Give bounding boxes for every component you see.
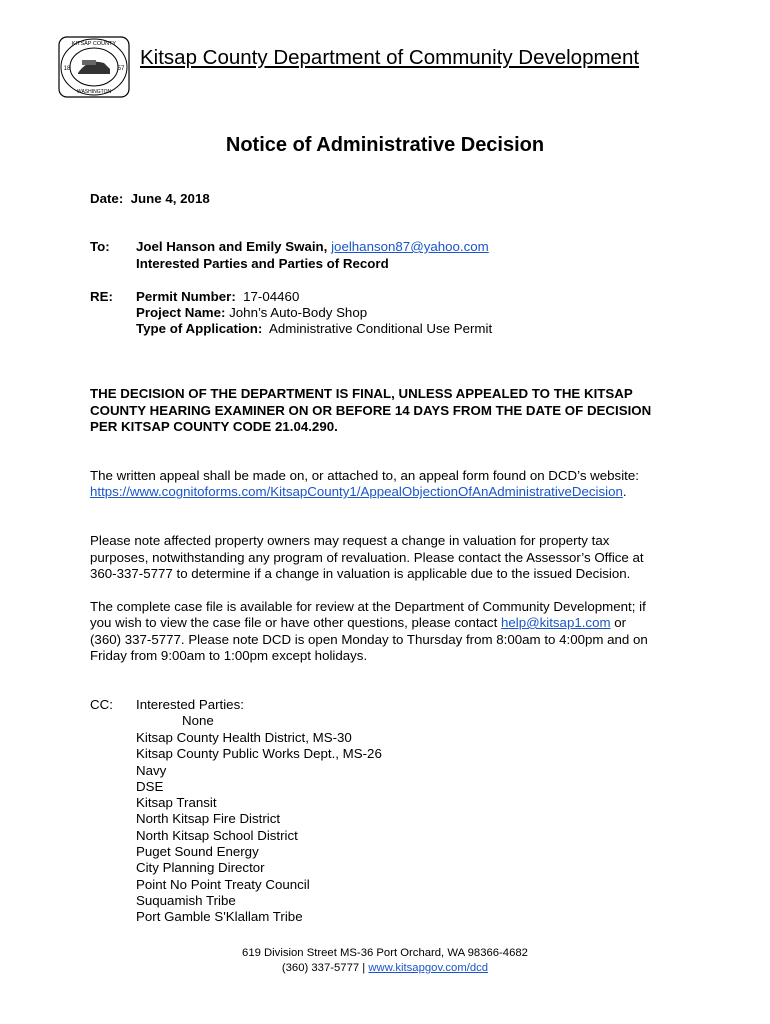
project-value: John’s Auto-Body Shop <box>229 305 368 320</box>
cc-item: Kitsap Transit <box>136 795 217 811</box>
decision-line-2: COUNTY HEARING EXAMINER ON OR BEFORE 14 DAYS FROM THE DATE OF DECISION <box>90 403 652 418</box>
project-label: Project Name: <box>136 305 226 320</box>
cc-item: Kitsap County Health District, MS-30 <box>136 730 352 745</box>
cc-none: None <box>182 713 214 728</box>
casefile-line-2-post: or <box>610 615 627 630</box>
valuation-line-2: purposes, notwithstanding any program of revaluation. Please contact the Assessor’s Office at <box>90 550 644 565</box>
appeal-line-2 <box>90 484 627 500</box>
application-type-value: Administrative Conditional Use Permit <box>268 321 493 336</box>
decision-line-1: THE DECISION OF THE DEPARTMENT IS FINAL, UNLESS APPEALED TO THE KITSAP <box>90 386 633 401</box>
cc-item: North Kitsap Fire District <box>136 811 281 827</box>
permit-line <box>136 289 299 305</box>
permit-label: Permit Number: <box>136 289 236 304</box>
casefile-line-2-pre: you wish to view the case file or have other questions, please contact <box>90 615 501 630</box>
application-type-line <box>136 321 492 337</box>
footer <box>0 946 770 976</box>
valuation-line-1: Please note affected property owners may request a change in valuation for property tax <box>90 533 610 548</box>
re-label: RE: <box>90 289 113 304</box>
permit-value: 17-04460 <box>243 289 300 304</box>
to-email-link[interactable]: joelhanson87@yahoo.com <box>331 239 489 254</box>
cc-item: North Kitsap School District <box>136 827 298 843</box>
project-line <box>136 305 367 321</box>
casefile-line-1: The complete case file is available for review at the Department of Community Development; if <box>90 599 646 614</box>
date-line <box>90 191 210 207</box>
cc-item: Kitsap County Public Works Dept., MS-26 <box>136 746 382 762</box>
cc-item: Navy <box>136 762 167 778</box>
cc-heading: Interested Parties: <box>136 697 244 712</box>
appeal-form-link[interactable]: https://www.cognitoforms.com/KitsapCounty1/AppealObjectionOfAnAdministrativeDecision <box>90 484 623 499</box>
to-label: To: <box>90 239 110 254</box>
casefile-line-2 <box>90 615 626 631</box>
to-line2: Interested Parties and Parties of Record <box>136 256 389 271</box>
footer-separator: | <box>362 962 366 974</box>
to-recipients <box>136 239 489 255</box>
department-heading: Kitsap County Department of Community Development <box>140 46 640 69</box>
date-value: June 4, 2018 <box>130 191 210 206</box>
casefile-line-3: (360) 337-5777. Please note DCD is open Monday to Thursday from 8:00am to 4:00pm and on <box>90 632 648 647</box>
cc-item: Port Gamble S'Klallam Tribe <box>136 909 303 925</box>
cc-label: CC: <box>90 697 113 712</box>
decision-line-3: PER KITSAP COUNTY CODE 21.04.290. <box>90 419 338 434</box>
casefile-line-4: Friday from 9:00am to 1:00pm except holidays. <box>90 648 368 663</box>
footer-website-link[interactable]: www.kitsapgov.com/dcd <box>368 962 489 974</box>
cc-item: Suquamish Tribe <box>136 892 236 908</box>
cc-item: Point No Point Treaty Council <box>136 876 310 892</box>
footer-address: 619 Division Street MS-36 Port Orchard, WA 98366-4682 <box>242 947 528 959</box>
seal-year-right: 57 <box>117 66 125 72</box>
cc-item: City Planning Director <box>136 860 265 876</box>
page-title: Notice of Administrative Decision <box>225 134 545 156</box>
valuation-line-3: 360-337-5777 to determine if a change in valuation is applicable due to the issued Decision. <box>90 566 631 581</box>
help-email-link[interactable]: help@kitsap1.com <box>500 615 611 630</box>
seal-icon <box>58 36 130 98</box>
cc-item: DSE <box>136 778 164 794</box>
application-type-label: Type of Application: <box>136 321 263 336</box>
seal-text-top: KITSAP COUNTY <box>71 41 117 47</box>
appeal-period: . <box>622 484 627 499</box>
footer-contact <box>0 961 770 976</box>
to-names: Joel Hanson and Emily Swain, <box>136 239 328 254</box>
date-label: Date: <box>90 191 124 206</box>
seal-text-bottom: WASHINGTON <box>76 89 112 95</box>
footer-phone: (360) 337-5777 <box>281 962 360 974</box>
county-seal-logo <box>58 36 130 98</box>
cc-item: Puget Sound Energy <box>136 844 259 860</box>
appeal-line-1: The written appeal shall be made on, or attached to, an appeal form found on DCD’s website: <box>90 468 639 483</box>
cc-list <box>136 730 382 926</box>
seal-year-left: 18 <box>63 66 71 72</box>
